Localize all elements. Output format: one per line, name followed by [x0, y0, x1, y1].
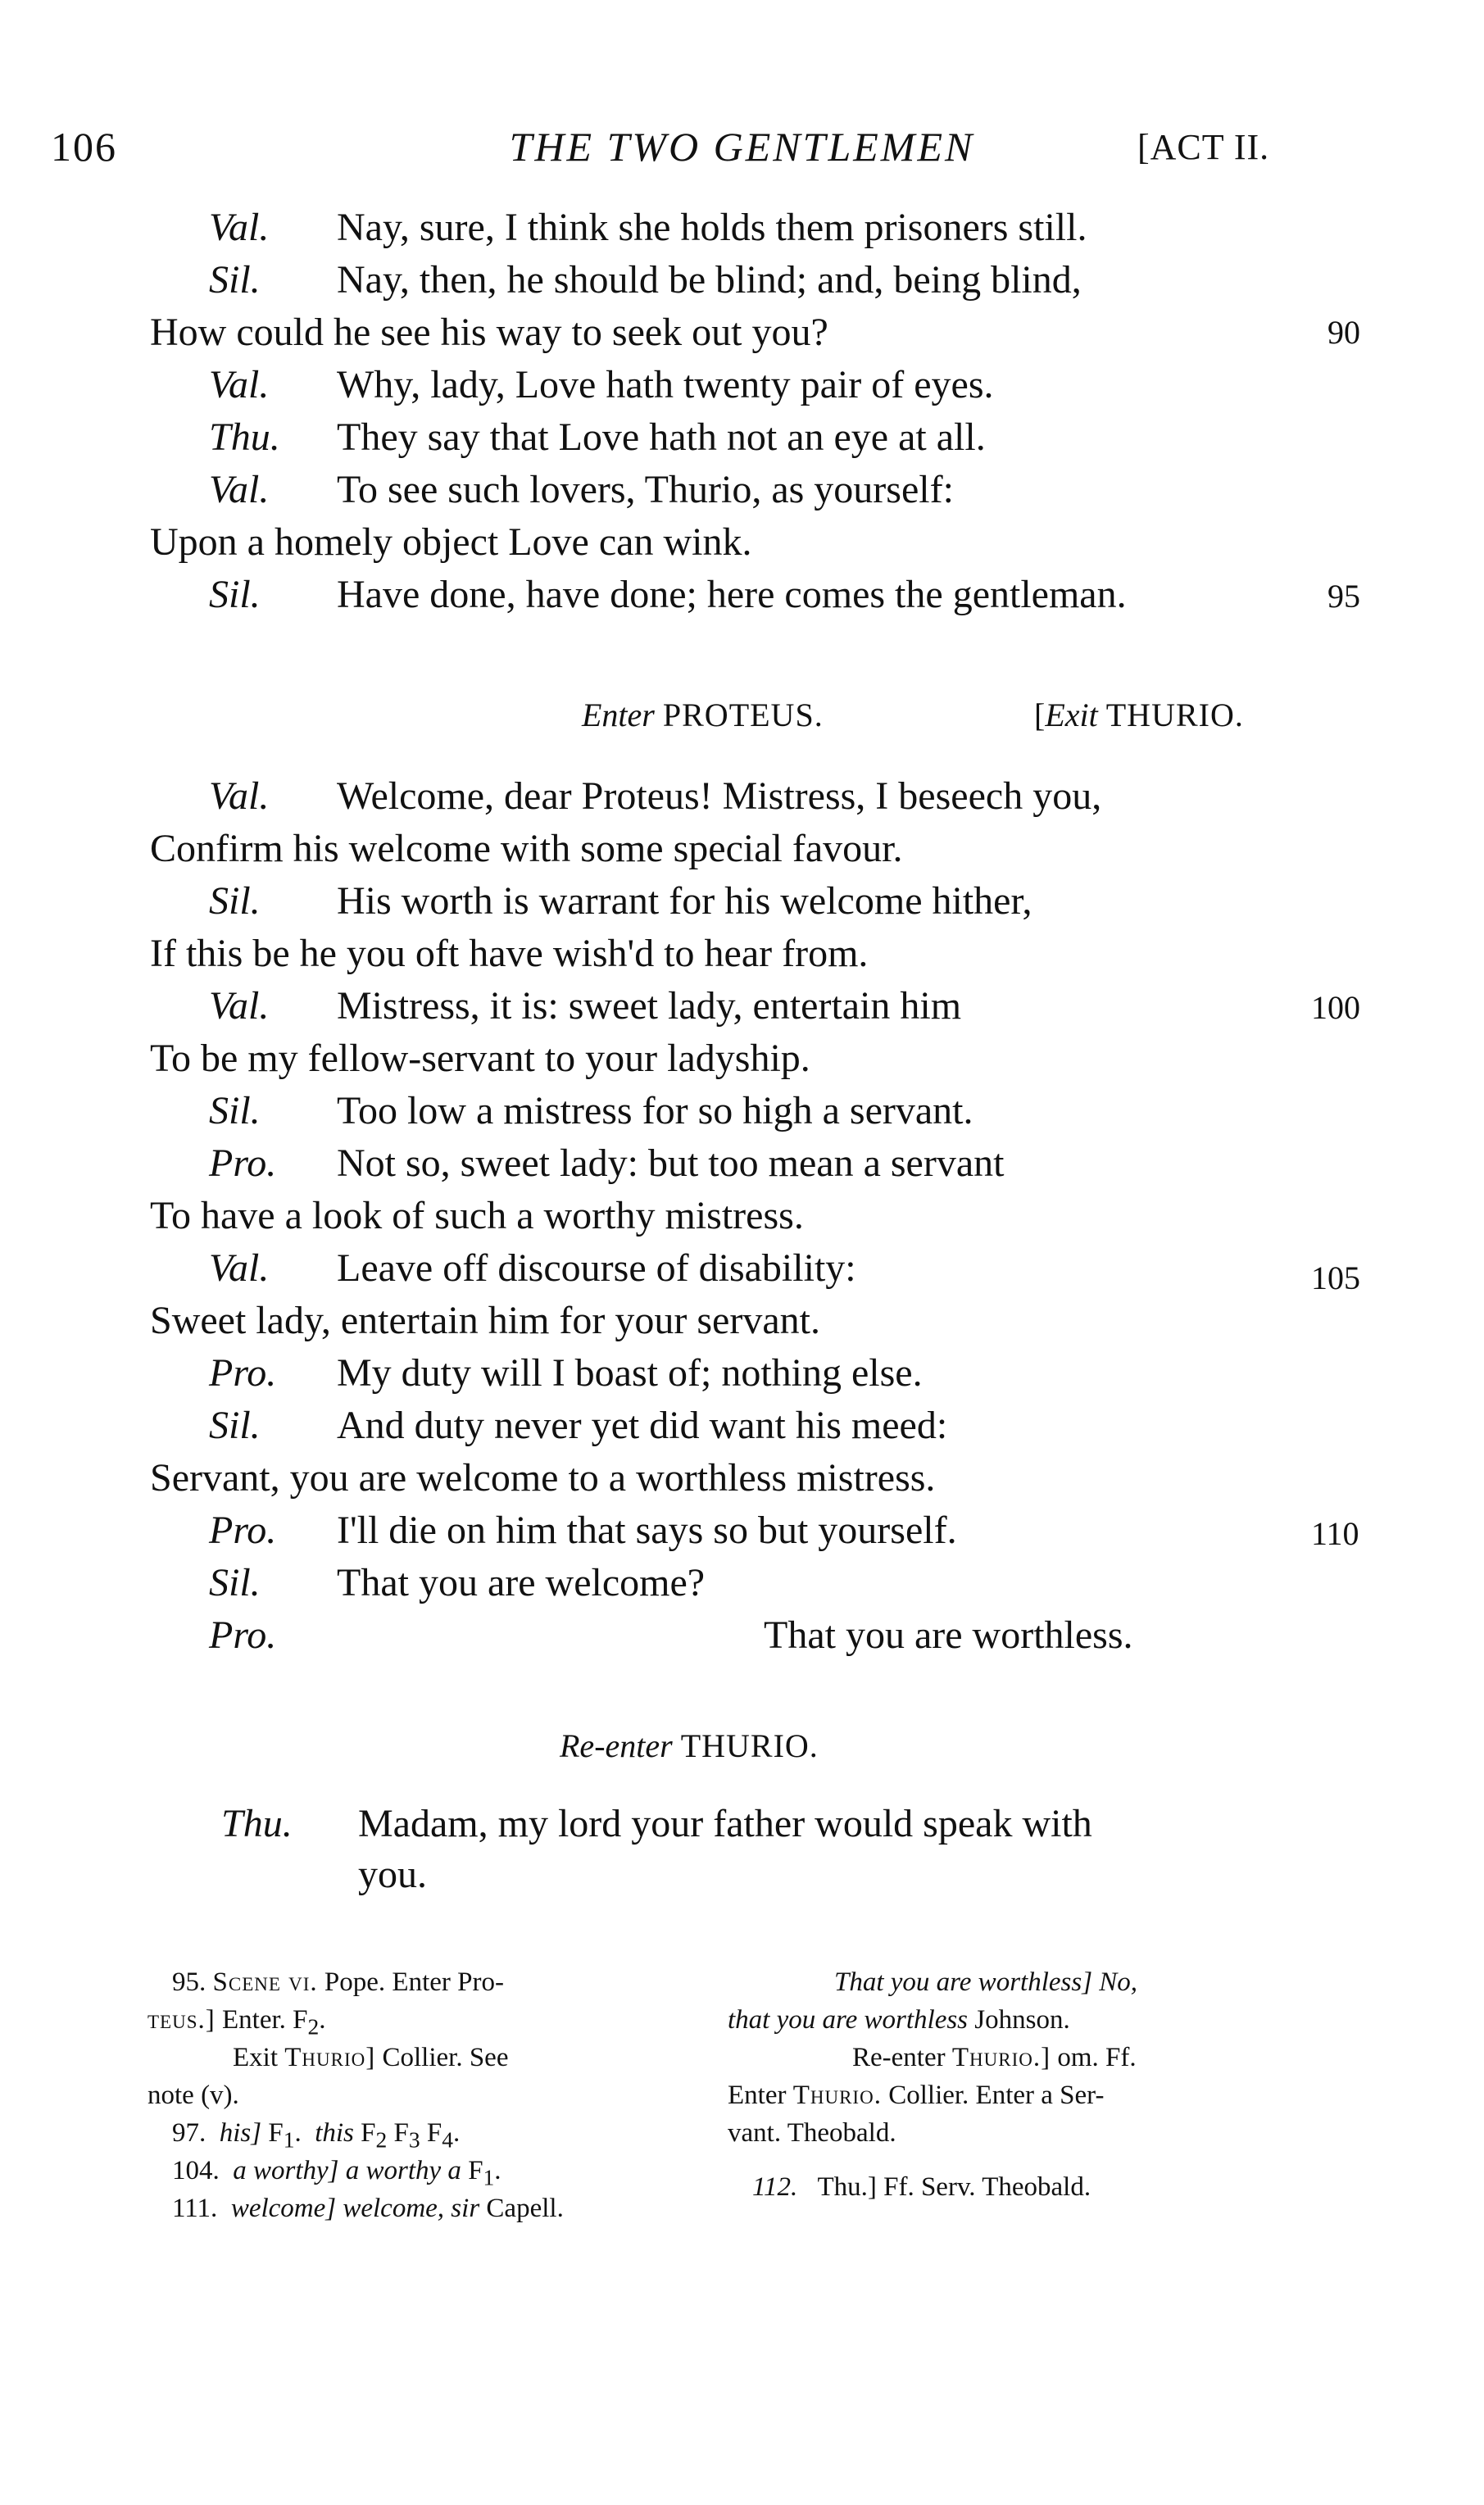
- footnote-text: .: [294, 2118, 302, 2148]
- verse-line: [209, 1401, 947, 1450]
- stage-verb: Re-enter: [560, 1727, 673, 1764]
- speaker-name: Val.: [209, 774, 270, 818]
- line-text: To have a look of such a worthy mistress.: [150, 1194, 804, 1237]
- verse-line: [150, 929, 868, 978]
- footnote-lemma: Thurio.: [792, 2081, 882, 2110]
- footnote-lemma: welcome]: [230, 2194, 337, 2223]
- line-text: Confirm his welcome with some special favour.: [150, 827, 903, 870]
- folio-subscript: 1: [483, 2164, 495, 2190]
- line-text: That you are welcome?: [337, 1561, 706, 1604]
- line-text: Welcome, dear Proteus! Mistress, I beseech you,: [337, 774, 1102, 818]
- footnote-text: F: [468, 2156, 483, 2185]
- footnote-reading: No,: [1099, 1967, 1138, 1997]
- footnote: [834, 1963, 1137, 2001]
- footnote-text: .: [319, 2005, 326, 2035]
- folio-subscript: 3: [408, 2126, 420, 2153]
- footnote-lemma: his]: [219, 2118, 262, 2148]
- footnote-text: Collier. See: [382, 2043, 509, 2072]
- footnote-text: Enter. F: [222, 2005, 308, 2035]
- verse-line: [209, 772, 1101, 821]
- footnote-lemma: Thurio.]: [951, 2043, 1051, 2072]
- footnote-number: 97.: [172, 2118, 206, 2148]
- footnote-lemma: Thurio]: [284, 2043, 376, 2072]
- line-text: That you are worthless.: [764, 1613, 1133, 1657]
- footnote-number: 111.: [172, 2194, 218, 2223]
- speaker-name: Pro.: [209, 1509, 277, 1552]
- bracket: [: [1034, 697, 1046, 733]
- act-text: [ACT II.: [1137, 127, 1270, 167]
- line-text: Servant, you are welcome to a worthless mistress.: [150, 1456, 936, 1500]
- speaker-name: Sil.: [209, 573, 261, 616]
- verse-line: [150, 824, 902, 874]
- footnote-text: .: [494, 2156, 501, 2185]
- line-text: Leave off discourse of disability:: [337, 1246, 856, 1290]
- act-label: [1137, 126, 1269, 168]
- verse-line: [209, 982, 961, 1031]
- footnote-text: Capell.: [486, 2194, 564, 2223]
- footnote-reading: a worthy a: [345, 2156, 461, 2185]
- verse-line: [150, 1191, 804, 1241]
- line-text: To be my fellow-servant to your ladyship.: [150, 1037, 810, 1080]
- folio-subscript: 2: [307, 2013, 320, 2040]
- footnote: [752, 2168, 1091, 2206]
- folio-subscript: 2: [375, 2126, 388, 2153]
- line-text: Madam, my lord your father would speak with: [358, 1802, 1092, 1845]
- verse-line: [209, 465, 954, 515]
- footnote: [728, 2001, 1070, 2039]
- verse-line: [209, 1139, 1004, 1188]
- verse-line: [150, 1296, 820, 1346]
- stage-direction-reenter: [560, 1726, 819, 1767]
- speaker-name-line: [209, 1611, 337, 1660]
- verse-line: [209, 413, 986, 462]
- footnote: [728, 2076, 1104, 2114]
- line-text: They say that Love hath not an eye at all.: [337, 415, 986, 459]
- footnote-lemma: teus.]: [147, 2005, 216, 2035]
- footnote: note (v).: [147, 2081, 239, 2110]
- line-text: To see such lovers, Thurio, as yourself:: [337, 468, 954, 511]
- verse-line: [209, 203, 1087, 252]
- stage-verb: Enter: [582, 697, 655, 733]
- footnote-text: Thu.] Ff. Serv. Theobald.: [817, 2172, 1091, 2202]
- footnote: [233, 2039, 508, 2076]
- line-text: Have done, have done; here comes the gentleman.: [337, 573, 1127, 616]
- verse-line: [209, 1559, 705, 1608]
- speaker-name: Val.: [209, 363, 270, 406]
- line-number: 95: [1327, 578, 1360, 615]
- footnote-text: .: [452, 2118, 461, 2148]
- footnote-text: Re-enter: [852, 2043, 946, 2072]
- verse-line: [150, 1454, 935, 1503]
- folio-subscript: 1: [283, 2126, 295, 2153]
- speaker-name: Val.: [209, 206, 270, 249]
- footnote-number: 104.: [172, 2156, 220, 2185]
- line-number: 100: [1311, 989, 1360, 1026]
- verse-line: [209, 1087, 973, 1136]
- line-text: Too low a mistress for so high a servant.: [337, 1089, 973, 1132]
- character-name: THURIO.: [680, 1727, 819, 1764]
- speaker-name: Val.: [209, 1246, 270, 1290]
- line-text: My duty will I boast of; nothing else.: [337, 1351, 923, 1395]
- speaker-name: Pro.: [209, 1141, 277, 1185]
- footnote-lemma: Scene vi.: [212, 1967, 318, 1997]
- speaker-name: Pro.: [209, 1351, 277, 1395]
- speaker-name: Sil.: [209, 1404, 261, 1447]
- speaker-name: Val.: [209, 468, 270, 511]
- running-title: THE TWO GENTLEMEN: [509, 124, 975, 170]
- line-number: 110: [1311, 1515, 1359, 1552]
- speaker-name: Sil.: [209, 258, 261, 302]
- footnote: [172, 1963, 504, 2001]
- line-text: you.: [358, 1853, 427, 1896]
- folio-subscript: 4: [442, 2126, 453, 2153]
- line-text: If this be he you oft have wish'd to hear from.: [150, 932, 869, 975]
- footnote: [852, 2039, 1137, 2076]
- footnote-number: 112.: [752, 2172, 798, 2202]
- verse-line: [209, 570, 1127, 619]
- line-text: And duty never yet did want his meed:: [337, 1404, 948, 1447]
- line-number: 105: [1311, 1259, 1360, 1296]
- footnote-text: om. Ff.: [1057, 2043, 1137, 2072]
- stage-direction-exit: [1034, 695, 1244, 736]
- speaker-name: Sil.: [209, 1561, 261, 1604]
- verse-line: [150, 308, 828, 357]
- speaker-name: Thu.: [221, 1802, 293, 1845]
- verse-line: [209, 1349, 923, 1398]
- footnote-text: F: [393, 2118, 409, 2148]
- verse-line: [150, 518, 751, 567]
- footnote: [172, 2190, 564, 2227]
- line-number: 90: [1327, 314, 1360, 351]
- verse-line: [209, 1244, 856, 1293]
- speaker-name: Pro.: [209, 1613, 277, 1657]
- footnote-text: F: [426, 2118, 442, 2148]
- footnote-text: F: [268, 2118, 284, 2148]
- footnote: vant. Theobald.: [728, 2118, 896, 2148]
- speaker-name: Sil.: [209, 1089, 261, 1132]
- character-name: PROTEUS.: [662, 697, 824, 733]
- character-name: THURIO.: [1105, 697, 1244, 733]
- line-text: Mistress, it is: sweet lady, entertain him: [337, 984, 962, 1028]
- line-text: Nay, sure, I think she holds them prisoners still.: [337, 206, 1087, 249]
- line-text: Upon a homely object Love can wink.: [150, 520, 752, 564]
- page-number: 106: [51, 124, 117, 170]
- line-text: His worth is warrant for his welcome hither,: [337, 879, 1032, 923]
- footnote-lemma: a worthy]: [233, 2156, 339, 2185]
- footnote-text: Enter: [728, 2081, 787, 2110]
- line-text: I'll die on him that says so but yourself.: [337, 1509, 957, 1552]
- footnote-text: F: [361, 2118, 376, 2148]
- footnote-text: Johnson.: [974, 2005, 1070, 2035]
- speaker-name: Sil.: [209, 879, 261, 923]
- stage-direction-enter: [582, 695, 824, 736]
- verse-line: [209, 1506, 957, 1555]
- speaker-name: Val.: [209, 984, 270, 1028]
- line-text: How could he see his way to seek out you?: [150, 311, 828, 354]
- verse-line: [209, 361, 994, 410]
- footnote-reading: welcome, sir: [343, 2194, 480, 2223]
- verse-line: [209, 877, 1032, 926]
- verse-line: [209, 256, 1082, 305]
- line-text: Sweet lady, entertain him for your servant.: [150, 1299, 820, 1342]
- stage-verb: Exit: [1045, 697, 1098, 733]
- verse-line: [221, 1799, 1092, 1849]
- verse-line: [150, 1034, 810, 1083]
- line-text: Nay, then, he should be blind; and, being blind,: [337, 258, 1082, 302]
- footnote-text: Pope. Enter Pro-: [324, 1967, 504, 1997]
- speaker-name: Thu.: [209, 415, 280, 459]
- footnote-reading: that you are worthless: [728, 2005, 969, 2035]
- verse-line: [358, 1850, 427, 1899]
- footnote-number: 95.: [172, 1967, 206, 1997]
- footnote-text: Collier. Enter a Ser-: [888, 2081, 1105, 2110]
- verse-line: [764, 1611, 1133, 1660]
- line-text: Not so, sweet lady: but too mean a servant: [337, 1141, 1005, 1185]
- footnote-text: Exit: [233, 2043, 278, 2072]
- footnote-reading: this: [315, 2118, 354, 2148]
- footnote-lemma: That you are worthless]: [834, 1967, 1093, 1997]
- line-text: Why, lady, Love hath twenty pair of eyes.: [337, 363, 994, 406]
